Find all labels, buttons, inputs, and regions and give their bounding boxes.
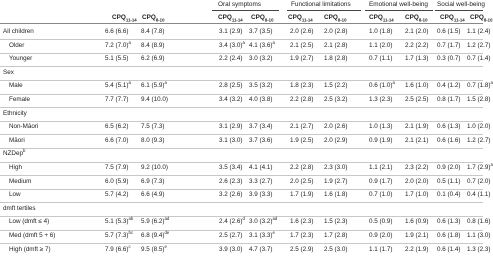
table-cell: 2.2 (2.8)	[290, 96, 314, 103]
table-cell: 2.1 (2.7)	[290, 123, 314, 131]
table-cell: 3.3 (2.7)	[249, 177, 273, 185]
row-label: Medium	[9, 177, 32, 185]
table-cell: 1.6 (2.3)	[290, 218, 314, 226]
table-cell: 1.3 (2.3)	[467, 245, 491, 253]
table-cell: 2.5 (3.0)	[324, 245, 348, 253]
table-cell: 1.9 (2.1)	[405, 232, 429, 239]
table-cell: 1.9 (2.5)	[290, 136, 314, 144]
row-label-footnote: b	[22, 148, 26, 154]
row-label: High (dmft ≥ 7)	[9, 245, 51, 253]
table-cell: 8.4 (8.9)	[141, 41, 165, 49]
table-cell: 1.5 (2.8)	[467, 96, 491, 103]
table-cell: 2.5 (2.5)	[405, 96, 429, 103]
cell-footnote: a	[490, 162, 493, 167]
table-cell: 3.2 (2.6)	[219, 191, 243, 199]
column-header	[470, 15, 492, 23]
table-cell: 0.7 (1.4)	[467, 55, 491, 63]
table-cell: 6.0 (5.9)	[105, 177, 129, 185]
row-label: Māori	[9, 136, 25, 144]
table-cell: 0.6 (1.6)	[437, 136, 461, 144]
table-cell: 0.6 (1.8)	[437, 232, 461, 239]
group-functional-limitations: Functional limitations	[291, 1, 351, 8]
header-group-row	[0, 0, 483, 10]
table-cell: 6.9 (7.3)	[141, 177, 165, 185]
table-cell: 2.2 (2.8)	[290, 164, 314, 171]
table-cell: 3.1 (2.9)	[219, 123, 243, 131]
table-cell: 4.7 (3.7)	[249, 245, 273, 253]
column-header-base: CPQ	[324, 14, 338, 21]
column-header	[440, 15, 465, 23]
table-cell: 0.6 (1.3)	[437, 218, 461, 226]
table-cell: 3.1 (3.0)	[219, 136, 243, 144]
row-label: Younger	[9, 55, 33, 63]
table-cell: 2.5 (3.2)	[324, 96, 348, 103]
row-label: Low	[9, 191, 21, 199]
table-cell: 1.7 (1.9)	[290, 191, 314, 199]
table-cell: 0.7 (2.0)	[467, 177, 491, 185]
table-cell: 1.1 (2.1)	[369, 164, 393, 171]
table-cell: 1.7 (1.0)	[405, 191, 429, 199]
table-cell: 2.3 (2.2)	[405, 164, 429, 171]
table-cell: 2.1 (1.9)	[405, 123, 429, 131]
column-header-sub: 8-10	[418, 17, 428, 23]
table-row	[0, 216, 491, 229]
row-label: Female	[9, 96, 30, 103]
group-oral-symptoms: Oral symptoms	[218, 1, 261, 8]
table-cell: 2.3 (3.0)	[324, 164, 348, 171]
column-header-sub: 11-14	[453, 17, 465, 23]
table-cell: 4.1 (4.1)	[249, 164, 273, 171]
table-cell: 1.6 (1.8)	[324, 191, 348, 199]
table-row	[0, 162, 493, 175]
table-cell: 0.9 (2.0)	[369, 232, 393, 239]
column-header	[218, 15, 243, 23]
section-row	[0, 108, 483, 121]
cell-footnote: a	[272, 39, 275, 45]
group-emotional-well-being: Emotional well-being	[369, 1, 428, 8]
table-cell: 3.9 (3.0)	[219, 245, 243, 253]
table-cell: 2.6 (2.3)	[219, 177, 243, 185]
column-header-base: CPQ	[288, 14, 302, 21]
table-cell: 0.5 (0.9)	[369, 218, 393, 226]
table-row	[0, 26, 491, 39]
table-cell: 1.0 (2.0)	[467, 123, 491, 131]
header-rule	[0, 23, 483, 24]
table-cell: 0.1 (0.4)	[437, 191, 461, 199]
table-row	[0, 94, 491, 107]
column-header	[112, 15, 137, 23]
table-cell: 2.0 (2.6)	[290, 28, 314, 35]
table-cell: 1.1 (1.7)	[369, 245, 393, 253]
table-cell: 1.6 (0.9)	[405, 218, 429, 226]
table-cell: 3.4 $(3.0)^a$	[219, 39, 245, 49]
table-cell: 2.5 (2.7)	[219, 232, 243, 239]
table-cell: 3.9 (3.3)	[249, 191, 273, 199]
table-cell: 1.8 (2.8)	[324, 55, 348, 63]
table-cell: 0.7 (1.7)	[437, 41, 461, 49]
row-label: dmft tertiles	[3, 204, 36, 212]
column-header-sub: 11-14	[301, 17, 313, 23]
table-cell: 2.5 (2.9)	[290, 245, 314, 253]
table-cell: 1.9 (2.7)	[324, 177, 348, 185]
column-header-sub: 8-10	[264, 17, 274, 23]
row-label: NZDep$^b$	[3, 148, 26, 158]
table-cell: 0.6 (1.3)	[437, 123, 461, 131]
table-cell: 0.5 (1.1)	[437, 177, 461, 185]
table-cell: 1.8 (2.3)	[290, 82, 314, 90]
table-cell: 3.7 (3.5)	[249, 28, 273, 35]
table-cell: 2.4 $(2.6)^d$	[219, 216, 245, 226]
table-cell: 4.1 $(3.6)^a$	[249, 39, 275, 49]
row-label: Non-Māori	[9, 123, 39, 131]
table-cell: 1.5 (2.3)	[324, 218, 348, 226]
cell-footnote: a	[128, 39, 131, 45]
table-cell: 5.1 (5.5)	[105, 55, 129, 63]
table-cell: 6.6 (6.6)	[105, 28, 129, 35]
row-label: Sex	[3, 68, 14, 76]
group-rule	[435, 10, 483, 11]
table-cell: 2.1 (2.0)	[405, 28, 429, 35]
table-cell: 1.9 (2.7)	[290, 55, 314, 63]
table-cell: 1.7 (2.3)	[290, 232, 314, 239]
column-header-base: CPQ	[470, 14, 484, 21]
table-cell: 3.0 $(3.2)^{ad}$	[249, 216, 278, 226]
table-cell: 7.9 $(6.6)^c$	[105, 243, 131, 253]
table-cell: 0.9 (1.9)	[369, 136, 393, 144]
column-header-sub: 11-14	[231, 17, 243, 23]
table-row	[0, 176, 491, 189]
table-cell: 0.7 (1.0)	[369, 191, 393, 199]
table-cell: 2.0 (2.6)	[324, 123, 348, 131]
table-row	[0, 243, 491, 257]
table-cell: 1.7 $(2.9)^a$	[467, 162, 493, 172]
table-cell: 2.2 (1.9)	[405, 245, 429, 253]
column-header-sub: 8-10	[483, 17, 493, 23]
column-header	[288, 15, 313, 23]
table-cell: 2.0 (2.0)	[405, 177, 429, 185]
table-cell: 0.7 $(1.8)^a$	[467, 80, 493, 90]
column-header-base: CPQ	[251, 14, 265, 21]
table-cell: 1.2 (2.7)	[467, 41, 491, 49]
section-row	[0, 67, 483, 80]
cell-footnote: c	[128, 243, 131, 249]
table-cell: 0.8 (1.7)	[437, 96, 461, 103]
table-cell: 8.4 (7.8)	[141, 28, 165, 35]
table-cell: 9.2 (10.0)	[141, 164, 168, 171]
table-cell: 2.1 (2.1)	[405, 136, 429, 144]
table-cell: 7.7 (7.7)	[105, 96, 129, 103]
row-label: Ethnicity	[3, 109, 27, 117]
table-cell: 2.0 (2.5)	[290, 177, 314, 185]
table-cell: 5.4 $(5.1)^a$	[105, 80, 131, 90]
table-cell: 0.6 (1.5)	[437, 28, 461, 35]
table-cell: 1.1 (2.4)	[467, 28, 491, 35]
row-label: Med (dmft 5 + 6)	[9, 232, 56, 239]
group-rule	[365, 10, 433, 11]
table-cell: 7.5 (7.9)	[105, 164, 129, 171]
column-header	[324, 15, 346, 23]
table-cell: 3.5 (3.2)	[249, 82, 273, 90]
column-header-base: CPQ	[112, 14, 126, 21]
column-header	[369, 15, 394, 23]
column-header	[251, 15, 273, 23]
table-cell: 1.3 (2.3)	[369, 96, 393, 103]
cell-footnote: ad	[164, 216, 170, 222]
column-header-sub: 11-14	[382, 17, 394, 23]
table-cell: 1.7 (1.3)	[405, 55, 429, 63]
cell-footnote: e	[272, 230, 275, 235]
cell-footnote: a	[392, 80, 395, 86]
table-cell: 3.5 (3.4)	[219, 164, 243, 171]
table-cell: 0.9 (2.0)	[437, 164, 461, 171]
table-cell: 3.0 (3.2)	[249, 55, 273, 63]
table-cell: 3.1 (2.9)	[219, 28, 243, 35]
table-cell: 6.6 (7.0)	[105, 136, 129, 144]
table-cell: 9.4 (10.0)	[141, 96, 168, 103]
table-cell: 0.3 (0.7)	[437, 55, 461, 63]
table-cell: 2.1 (2.8)	[324, 41, 348, 49]
section-row	[0, 203, 483, 216]
table-cell: 3.7 (3.4)	[249, 123, 273, 131]
column-header-sub: 11-14	[125, 17, 137, 23]
column-header-base: CPQ	[440, 14, 454, 21]
table-cell: 6.8 $(9.4)^{de}$	[141, 230, 170, 240]
table-cell: 5.1 $(5.3)^{ab}$	[105, 216, 134, 226]
cell-footnote: bc	[128, 230, 133, 235]
row-label: High	[9, 164, 22, 171]
table-cell: 1.1 (3.0)	[467, 232, 491, 239]
group-rule	[287, 10, 361, 11]
cell-footnote: a	[242, 39, 245, 45]
row-label: All children	[3, 28, 34, 35]
table-cell: 1.0 (1.3)	[369, 123, 393, 131]
cell-footnote: ab	[128, 216, 134, 222]
table-cell: 0.6 (1.4)	[437, 245, 461, 253]
table-cell: 0.7 (1.1)	[369, 55, 393, 63]
table-cell: 0.4 (1.1)	[467, 191, 491, 199]
table-cell: 7.2 $(7.0)^a$	[105, 39, 131, 49]
table-row	[0, 53, 491, 66]
table-cell: 4.0 (3.8)	[249, 96, 273, 103]
table-cell: 6.2 (6.9)	[141, 55, 165, 63]
column-header-base: CPQ	[369, 14, 383, 21]
table-cell: 1.6 (1.0)	[405, 82, 429, 90]
group-social-well-being: Social well-being	[437, 1, 485, 8]
table-cell: 0.8 (1.6)	[467, 218, 491, 226]
table-cell: 6.5 (6.2)	[105, 123, 129, 131]
table-cell: 5.9 $(6.2)^{ad}$	[141, 216, 170, 226]
table-cell: 0.6 $(1.0)^a$	[369, 80, 395, 90]
table-cell: 5.7 $(7.3)^{bc}$	[105, 230, 133, 240]
table-cell: 3.4 (3.2)	[219, 96, 243, 103]
table-cell: 2.0 (2.8)	[324, 28, 348, 35]
cell-footnote: a	[490, 80, 493, 86]
column-header	[142, 15, 164, 23]
table-cell: 0.9 (1.7)	[369, 177, 393, 185]
table-cell: 6.6 (4.9)	[141, 191, 165, 199]
table-cell: 3.1 $(3.3)^e$	[249, 230, 275, 240]
table-cell: 8.0 (9.3)	[141, 136, 165, 144]
cell-footnote: a	[128, 80, 131, 86]
table-cell: 1.0 (1.8)	[369, 28, 393, 35]
row-label: Low (dmft ≤ 4)	[9, 218, 50, 226]
column-header	[405, 15, 427, 23]
column-header-sub: 8-10	[155, 17, 165, 23]
table-cell: 1.2 (2.7)	[467, 136, 491, 144]
table-cell: 1.7 (2.8)	[324, 232, 348, 239]
header-column-row	[0, 12, 493, 23]
table-row	[0, 230, 491, 243]
section-row	[0, 148, 483, 161]
table-row	[0, 80, 493, 93]
row-label: Male	[9, 82, 23, 90]
table-cell: 2.1 (2.5)	[290, 41, 314, 49]
group-rule	[212, 10, 279, 11]
table-cell: 2.2 (2.2)	[405, 41, 429, 49]
row-label: Older	[9, 41, 25, 49]
table-cell: 2.0 (2.9)	[324, 136, 348, 144]
table-cell: 5.7 (4.2)	[105, 191, 129, 199]
table-cell: 2.8 (2.5)	[219, 82, 243, 90]
column-header-base: CPQ	[405, 14, 419, 21]
table-cell: 1.1 (2.0)	[369, 41, 393, 49]
cell-footnote: d	[242, 216, 245, 222]
column-header-base: CPQ	[218, 14, 232, 21]
column-header-base: CPQ	[142, 14, 156, 21]
table-cell: 3.7 (3.6)	[249, 136, 273, 144]
table-row	[0, 39, 491, 53]
table-cell: 0.4 (1.2)	[437, 82, 461, 90]
table-cell: 7.5 (7.3)	[141, 123, 165, 131]
cell-footnote: ad	[272, 216, 278, 222]
cell-footnote: e	[164, 243, 167, 249]
column-header-sub: 8-10	[337, 17, 347, 23]
table-cell: 1.5 (2.2)	[324, 82, 348, 90]
table-row	[0, 121, 491, 134]
table-cell: 6.1 $(5.9)^a$	[141, 80, 167, 90]
table-row	[0, 135, 491, 148]
table-cell: 2.2 (2.4)	[219, 55, 243, 63]
cell-footnote: de	[164, 230, 170, 235]
cell-footnote: a	[164, 80, 167, 86]
table-cell: 9.5 $(8.5)^e$	[141, 243, 167, 253]
table-row	[0, 189, 491, 202]
